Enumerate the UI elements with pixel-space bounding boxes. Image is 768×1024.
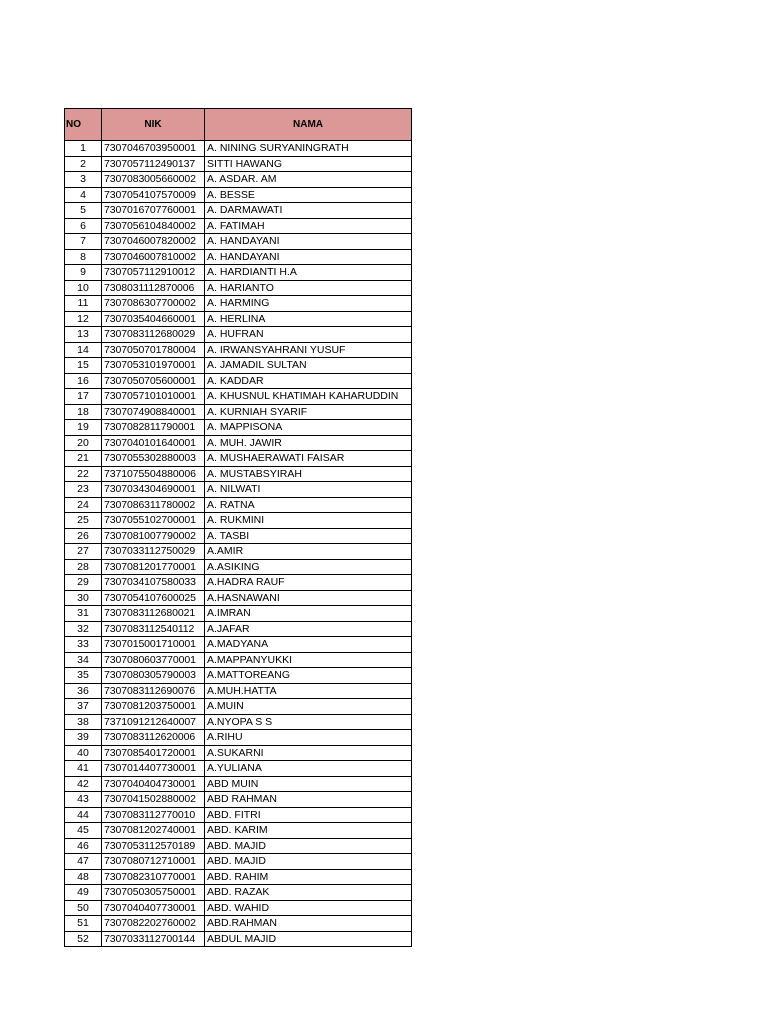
table-row xyxy=(65,931,412,947)
row-number-cell: 18 xyxy=(65,404,102,420)
nama-cell: A.YULIANA xyxy=(205,761,412,777)
row-number-cell: 29 xyxy=(65,575,102,591)
nik-cell: 7307034107580033 xyxy=(102,575,205,591)
nik-cell: 7307054107570009 xyxy=(102,187,205,203)
table-row xyxy=(65,637,412,653)
table-row xyxy=(65,482,412,498)
nama-cell: A. MUH. JAWIR xyxy=(205,435,412,451)
nama-cell: ABD.RAHMAN xyxy=(205,916,412,932)
nik-cell: 7307080603770001 xyxy=(102,652,205,668)
table-row xyxy=(65,172,412,188)
nama-cell: ABD. KARIM xyxy=(205,823,412,839)
nama-cell: A. BESSE xyxy=(205,187,412,203)
nik-cell: 7307083112770010 xyxy=(102,807,205,823)
nik-cell: 7307081007790002 xyxy=(102,528,205,544)
table-row xyxy=(65,544,412,560)
row-number-cell: 39 xyxy=(65,730,102,746)
nik-cell: 7307016707760001 xyxy=(102,203,205,219)
row-number-cell: 26 xyxy=(65,528,102,544)
nik-cell: 7307057112910012 xyxy=(102,265,205,281)
row-number-cell: 12 xyxy=(65,311,102,327)
nik-cell: 7307033112700144 xyxy=(102,931,205,947)
nik-cell: 7307046703950001 xyxy=(102,141,205,157)
row-number-cell: 48 xyxy=(65,869,102,885)
row-number-cell: 3 xyxy=(65,172,102,188)
row-number-cell: 38 xyxy=(65,714,102,730)
nama-cell: A. HANDAYANI xyxy=(205,234,412,250)
nik-cell: 7307034304690001 xyxy=(102,482,205,498)
table-row xyxy=(65,528,412,544)
nama-cell: A. MUSTABSYIRAH xyxy=(205,466,412,482)
table-row xyxy=(65,141,412,157)
header-row xyxy=(65,109,412,141)
nama-cell: A.SUKARNI xyxy=(205,745,412,761)
table-row xyxy=(65,590,412,606)
table-row xyxy=(65,885,412,901)
row-number-cell: 42 xyxy=(65,776,102,792)
nik-cell: 7307083112540112 xyxy=(102,621,205,637)
nama-cell: A.MUH.HATTA xyxy=(205,683,412,699)
nik-cell: 7307050701780004 xyxy=(102,342,205,358)
row-number-cell: 9 xyxy=(65,265,102,281)
nama-cell: A. FATIMAH xyxy=(205,218,412,234)
row-number-cell: 43 xyxy=(65,792,102,808)
table-row xyxy=(65,575,412,591)
nik-cell: 7307074908840001 xyxy=(102,404,205,420)
nik-cell: 7307040404730001 xyxy=(102,776,205,792)
nama-cell: A. RATNA xyxy=(205,497,412,513)
table-row xyxy=(65,466,412,482)
table-row xyxy=(65,404,412,420)
row-number-cell: 51 xyxy=(65,916,102,932)
row-number-cell: 25 xyxy=(65,513,102,529)
table-row xyxy=(65,652,412,668)
row-number-cell: 36 xyxy=(65,683,102,699)
nama-cell: A.MADYANA xyxy=(205,637,412,653)
table-row xyxy=(65,854,412,870)
nik-cell: 7307081203750001 xyxy=(102,699,205,715)
row-number-cell: 22 xyxy=(65,466,102,482)
row-number-cell: 27 xyxy=(65,544,102,560)
table-row xyxy=(65,838,412,854)
table-row xyxy=(65,916,412,932)
nama-cell: A.HADRA RAUF xyxy=(205,575,412,591)
row-number-cell: 20 xyxy=(65,435,102,451)
column-header-nama: NAMA xyxy=(205,109,412,141)
table-row xyxy=(65,265,412,281)
nama-cell: A. JAMADIL SULTAN xyxy=(205,358,412,374)
row-number-cell: 37 xyxy=(65,699,102,715)
row-number-cell: 16 xyxy=(65,373,102,389)
nama-cell: A. TASBI xyxy=(205,528,412,544)
nama-cell: A. KURNIAH SYARIF xyxy=(205,404,412,420)
table-row xyxy=(65,900,412,916)
nik-cell: 7307046007810002 xyxy=(102,249,205,265)
table-row xyxy=(65,280,412,296)
nik-cell: 7307057101010001 xyxy=(102,389,205,405)
row-number-cell: 46 xyxy=(65,838,102,854)
table-row xyxy=(65,683,412,699)
table-row xyxy=(65,792,412,808)
table-body xyxy=(65,141,412,947)
table-row xyxy=(65,451,412,467)
row-number-cell: 2 xyxy=(65,156,102,172)
nik-cell: 7307050705600001 xyxy=(102,373,205,389)
table-row xyxy=(65,807,412,823)
nik-cell: 7307056104840002 xyxy=(102,218,205,234)
table-row xyxy=(65,745,412,761)
nik-cell: 7307080712710001 xyxy=(102,854,205,870)
table-row xyxy=(65,358,412,374)
nama-cell: A. NILWATI xyxy=(205,482,412,498)
row-number-cell: 35 xyxy=(65,668,102,684)
nik-cell: 7307046007820002 xyxy=(102,234,205,250)
row-number-cell: 31 xyxy=(65,606,102,622)
row-number-cell: 11 xyxy=(65,296,102,312)
row-number-cell: 47 xyxy=(65,854,102,870)
nik-cell: 7307053101970001 xyxy=(102,358,205,374)
nama-cell: A.MUIN xyxy=(205,699,412,715)
nama-cell: A.RIHU xyxy=(205,730,412,746)
table-row xyxy=(65,497,412,513)
nik-cell: 7307050305750001 xyxy=(102,885,205,901)
nama-cell: A. MAPPISONA xyxy=(205,420,412,436)
row-number-cell: 14 xyxy=(65,342,102,358)
table-row xyxy=(65,342,412,358)
row-number-cell: 1 xyxy=(65,141,102,157)
nama-cell: ABD. MAJID xyxy=(205,838,412,854)
table-row xyxy=(65,296,412,312)
nama-cell: A. HARIANTO xyxy=(205,280,412,296)
nik-cell: 7371075504880006 xyxy=(102,466,205,482)
nik-cell: 7307040407730001 xyxy=(102,900,205,916)
nama-cell: A. HERLINA xyxy=(205,311,412,327)
table-row xyxy=(65,869,412,885)
nik-cell: 7307082202760002 xyxy=(102,916,205,932)
table-row xyxy=(65,776,412,792)
row-number-cell: 19 xyxy=(65,420,102,436)
table-row xyxy=(65,668,412,684)
row-number-cell: 50 xyxy=(65,900,102,916)
table-row xyxy=(65,606,412,622)
row-number-cell: 5 xyxy=(65,203,102,219)
row-number-cell: 33 xyxy=(65,637,102,653)
row-number-cell: 4 xyxy=(65,187,102,203)
nik-cell: 7307035404660001 xyxy=(102,311,205,327)
roster-table xyxy=(64,108,412,947)
nik-cell: 7307085401720001 xyxy=(102,745,205,761)
nik-cell: 7307083005660002 xyxy=(102,172,205,188)
nik-cell: 7307083112620006 xyxy=(102,730,205,746)
nik-cell: 7307081202740001 xyxy=(102,823,205,839)
nik-cell: 7307083112680029 xyxy=(102,327,205,343)
nik-cell: 7307057112490137 xyxy=(102,156,205,172)
nama-cell: A.IMRAN xyxy=(205,606,412,622)
nik-cell: 7307083112690076 xyxy=(102,683,205,699)
nik-cell: 7308031112870006 xyxy=(102,280,205,296)
table-row xyxy=(65,823,412,839)
nik-cell: 7307054107600025 xyxy=(102,590,205,606)
row-number-cell: 15 xyxy=(65,358,102,374)
nik-cell: 7307055102700001 xyxy=(102,513,205,529)
nama-cell: A.MAPPANYUKKI xyxy=(205,652,412,668)
nik-cell: 7307015001710001 xyxy=(102,637,205,653)
row-number-cell: 49 xyxy=(65,885,102,901)
table-row xyxy=(65,311,412,327)
table-row xyxy=(65,187,412,203)
nama-cell: A. HANDAYANI xyxy=(205,249,412,265)
nik-cell: 7307082811790001 xyxy=(102,420,205,436)
nama-cell: A.NYOPA S S xyxy=(205,714,412,730)
nama-cell: A. NINING SURYANINGRATH xyxy=(205,141,412,157)
nama-cell: A. HARDIANTI H.A xyxy=(205,265,412,281)
nama-cell: A. IRWANSYAHRANI YUSUF xyxy=(205,342,412,358)
nama-cell: A. RUKMINI xyxy=(205,513,412,529)
table-header xyxy=(65,109,412,141)
column-header-nik: NIK xyxy=(102,109,205,141)
table-row xyxy=(65,435,412,451)
table-row xyxy=(65,699,412,715)
row-number-cell: 7 xyxy=(65,234,102,250)
nama-cell: ABD. RAZAK xyxy=(205,885,412,901)
nama-cell: A. HARMING xyxy=(205,296,412,312)
nik-cell: 7307086307700002 xyxy=(102,296,205,312)
row-number-cell: 28 xyxy=(65,559,102,575)
row-number-cell: 24 xyxy=(65,497,102,513)
nik-cell: 7307082310770001 xyxy=(102,869,205,885)
nik-cell: 7307086311780002 xyxy=(102,497,205,513)
table-row xyxy=(65,761,412,777)
row-number-cell: 32 xyxy=(65,621,102,637)
table-row xyxy=(65,327,412,343)
nama-cell: ABD. FITRI xyxy=(205,807,412,823)
nik-cell: 7307080305790003 xyxy=(102,668,205,684)
nama-cell: A. DARMAWATI xyxy=(205,203,412,219)
table-row xyxy=(65,249,412,265)
table-row xyxy=(65,513,412,529)
row-number-cell: 21 xyxy=(65,451,102,467)
table-row xyxy=(65,730,412,746)
nama-cell: ABD. MAJID xyxy=(205,854,412,870)
row-number-cell: 8 xyxy=(65,249,102,265)
table-row xyxy=(65,203,412,219)
table-row xyxy=(65,373,412,389)
nik-cell: 7307033112750029 xyxy=(102,544,205,560)
nik-cell: 7307014407730001 xyxy=(102,761,205,777)
nama-cell: A. KADDAR xyxy=(205,373,412,389)
table-row xyxy=(65,621,412,637)
table-row xyxy=(65,420,412,436)
table-row xyxy=(65,234,412,250)
column-header-no: NO xyxy=(65,109,102,141)
nama-cell: A. MUSHAERAWATI FAISAR xyxy=(205,451,412,467)
nama-cell: A. ASDAR. AM xyxy=(205,172,412,188)
nama-cell: SITTI HAWANG xyxy=(205,156,412,172)
row-number-cell: 17 xyxy=(65,389,102,405)
nama-cell: A.JAFAR xyxy=(205,621,412,637)
nama-cell: ABD. RAHIM xyxy=(205,869,412,885)
row-number-cell: 52 xyxy=(65,931,102,947)
nik-cell: 7307055302880003 xyxy=(102,451,205,467)
table-row xyxy=(65,156,412,172)
table-row xyxy=(65,714,412,730)
row-number-cell: 10 xyxy=(65,280,102,296)
row-number-cell: 13 xyxy=(65,327,102,343)
nik-cell: 7307081201770001 xyxy=(102,559,205,575)
nama-cell: A.MATTOREANG xyxy=(205,668,412,684)
table-row xyxy=(65,218,412,234)
nama-cell: ABDUL MAJID xyxy=(205,931,412,947)
row-number-cell: 40 xyxy=(65,745,102,761)
nama-cell: A. KHUSNUL KHATIMAH KAHARUDDIN xyxy=(205,389,412,405)
nama-cell: ABD. WAHID xyxy=(205,900,412,916)
nik-cell: 7307053112570189 xyxy=(102,838,205,854)
nik-cell: 7307041502880002 xyxy=(102,792,205,808)
nama-cell: ABD MUIN xyxy=(205,776,412,792)
nama-cell: ABD RAHMAN xyxy=(205,792,412,808)
nik-cell: 7371091212640007 xyxy=(102,714,205,730)
row-number-cell: 23 xyxy=(65,482,102,498)
table-row xyxy=(65,389,412,405)
row-number-cell: 6 xyxy=(65,218,102,234)
row-number-cell: 30 xyxy=(65,590,102,606)
row-number-cell: 45 xyxy=(65,823,102,839)
nik-cell: 7307083112680021 xyxy=(102,606,205,622)
nama-cell: A.AMIR xyxy=(205,544,412,560)
table-row xyxy=(65,559,412,575)
row-number-cell: 41 xyxy=(65,761,102,777)
row-number-cell: 44 xyxy=(65,807,102,823)
nama-cell: A.ASIKING xyxy=(205,559,412,575)
nama-cell: A. HUFRAN xyxy=(205,327,412,343)
nama-cell: A.HASNAWANI xyxy=(205,590,412,606)
row-number-cell: 34 xyxy=(65,652,102,668)
nik-cell: 7307040101640001 xyxy=(102,435,205,451)
